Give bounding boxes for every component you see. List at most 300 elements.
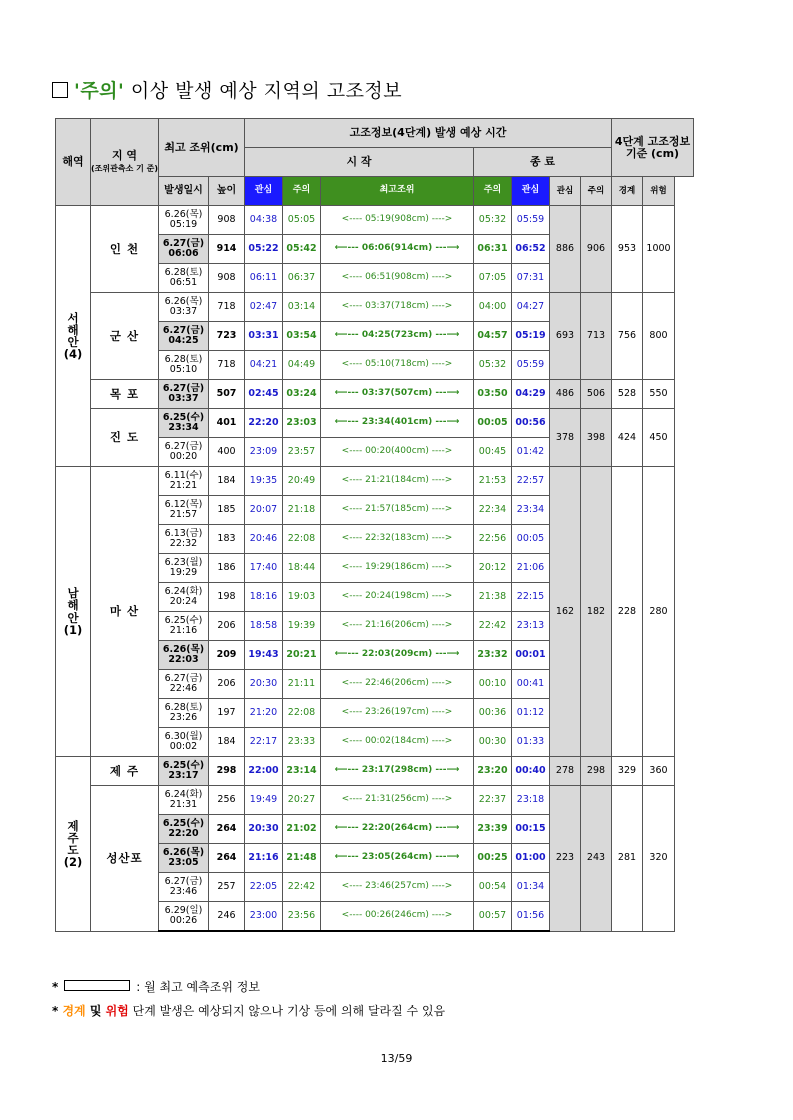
end-juui: 00:45 [474, 438, 512, 467]
arrow-right-icon: ----> [428, 446, 453, 457]
page-title [52, 76, 402, 103]
criteria-juui: 243 [581, 786, 612, 932]
criteria-juui: 506 [581, 380, 612, 409]
start-kwansim: 23:09 [245, 438, 283, 467]
arrow-left-icon: <---- [341, 591, 366, 602]
criteria-kwansim: 486 [550, 380, 581, 409]
occur-date: 6.28(토) [164, 702, 203, 714]
end-kwansim: 00:05 [512, 525, 550, 554]
arrow-left-icon: <---- [341, 910, 366, 921]
header-end: 종 료 [474, 148, 612, 177]
height-cell: 206 [209, 612, 245, 641]
arrow-right-icon: ---⟶ [432, 852, 460, 863]
occur-time: 22:03 [168, 654, 199, 665]
start-juui: 23:14 [283, 757, 321, 786]
end-juui: 22:34 [474, 496, 512, 525]
end-juui: 04:00 [474, 293, 512, 322]
start-juui: 23:56 [283, 902, 321, 932]
arrow-left-icon: <---- [341, 504, 366, 515]
occur-time: 23:46 [169, 886, 198, 897]
sea-char: 해 [67, 598, 79, 613]
arrow-left-icon: ⟵--- [334, 852, 362, 863]
start-kwansim: 04:21 [245, 351, 283, 380]
occur-time: 21:21 [169, 480, 198, 491]
occur-date: 6.27(금) [164, 673, 203, 685]
start-kwansim: 20:30 [245, 670, 283, 699]
arrow-right-icon: ---⟶ [432, 243, 460, 254]
end-kwansim: 05:59 [512, 206, 550, 235]
header-criteria: 4단계 고조정보 기준 (cm) [612, 119, 694, 177]
occur-time: 03:37 [168, 393, 199, 404]
occur-datetime [159, 670, 209, 699]
end-juui: 20:12 [474, 554, 512, 583]
criteria-wiheom: 800 [643, 293, 675, 380]
arrow-left-icon: <---- [341, 272, 366, 283]
end-kwansim: 01:12 [512, 699, 550, 728]
occur-date: 6.23(월) [164, 557, 203, 569]
criteria-kyeonggye: 329 [612, 757, 643, 786]
start-kwansim: 20:46 [245, 525, 283, 554]
arrow-left-icon: ⟵--- [334, 243, 362, 254]
end-kwansim: 00:40 [512, 757, 550, 786]
sea-char: 해 [67, 322, 79, 337]
start-juui: 20:49 [283, 467, 321, 496]
arrow-right-icon: ----> [428, 475, 453, 486]
table-row [56, 786, 694, 815]
end-kwansim: 04:29 [512, 380, 550, 409]
arrow-right-icon: ---⟶ [432, 417, 460, 428]
criteria-kwansim: 693 [550, 293, 581, 380]
header-crit-kyeonggye: 경계 [612, 177, 643, 206]
arrow-right-icon: ---⟶ [432, 765, 460, 776]
occur-date: 6.27(금) [164, 441, 203, 453]
arrow-left-icon: <---- [341, 446, 366, 457]
height-cell: 184 [209, 467, 245, 496]
start-kwansim: 18:16 [245, 583, 283, 612]
start-kwansim: 04:38 [245, 206, 283, 235]
header-crit-wiheom: 위험 [643, 177, 675, 206]
title-highlight: '주의' [74, 80, 125, 102]
start-kwansim: 20:07 [245, 496, 283, 525]
sea-char: 주 [67, 830, 79, 845]
criteria-juui: 906 [581, 206, 612, 293]
sea-cell [56, 467, 91, 757]
arrow-right-icon: ----> [428, 794, 453, 805]
occur-time: 21:57 [169, 509, 198, 520]
header-start: 시 작 [245, 148, 474, 177]
height-cell: 908 [209, 264, 245, 293]
criteria-kwansim: 162 [550, 467, 581, 757]
occur-date: 6.26(목) [164, 209, 203, 221]
start-juui: 03:54 [283, 322, 321, 351]
criteria-kyeonggye: 756 [612, 293, 643, 380]
criteria-kwansim: 223 [550, 786, 581, 932]
sea-char: (4) [63, 347, 83, 362]
criteria-kwansim: 278 [550, 757, 581, 786]
occur-time: 00:26 [169, 915, 198, 926]
table-row [56, 293, 694, 322]
arrow-left-icon: <---- [341, 533, 366, 544]
height-cell: 718 [209, 351, 245, 380]
occur-date: 6.12(목) [164, 499, 203, 511]
arrow-right-icon: ----> [428, 504, 453, 515]
arrow-left-icon: <---- [341, 881, 366, 892]
end-kwansim: 23:18 [512, 786, 550, 815]
start-kwansim: 03:31 [245, 322, 283, 351]
start-kwansim: 02:45 [245, 380, 283, 409]
occur-time: 23:34 [168, 422, 199, 433]
max-tide-cell: <---- 06:51(908cm) ----> [321, 264, 474, 293]
region-name: 마 산 [91, 467, 159, 757]
header-occur-datetime: 발생일시 [159, 177, 209, 206]
arrow-left-icon: <---- [341, 475, 366, 486]
height-cell: 298 [209, 757, 245, 786]
arrow-left-icon: ⟵--- [334, 649, 362, 660]
end-juui: 23:32 [474, 641, 512, 670]
table-row [56, 206, 694, 235]
max-tide-cell: <---- 20:24(198cm) ----> [321, 583, 474, 612]
criteria-juui: 713 [581, 293, 612, 380]
arrow-left-icon: ⟵--- [334, 417, 362, 428]
max-tide-cell: ⟵--- 03:37(507cm) ---⟶ [321, 380, 474, 409]
arrow-right-icon: ----> [428, 678, 453, 689]
max-tide-cell: <---- 23:26(197cm) ----> [321, 699, 474, 728]
end-juui: 23:39 [474, 815, 512, 844]
header-max-tide-col: 최고조위 [321, 177, 474, 206]
start-juui: 21:11 [283, 670, 321, 699]
start-juui: 06:37 [283, 264, 321, 293]
sea-char: 서 [67, 310, 79, 325]
start-juui: 23:33 [283, 728, 321, 757]
end-juui: 21:38 [474, 583, 512, 612]
start-juui: 19:03 [283, 583, 321, 612]
sea-char: (1) [63, 622, 83, 637]
header-end-kwansim: 관심 [512, 177, 550, 206]
end-kwansim: 22:57 [512, 467, 550, 496]
arrow-right-icon: ----> [428, 272, 453, 283]
height-cell: 186 [209, 554, 245, 583]
occur-date: 6.30(월) [164, 731, 203, 743]
start-juui: 04:49 [283, 351, 321, 380]
occur-time: 06:51 [169, 277, 198, 288]
start-juui: 20:27 [283, 786, 321, 815]
occur-datetime [159, 438, 209, 467]
end-juui: 00:57 [474, 902, 512, 932]
end-juui: 00:25 [474, 844, 512, 873]
end-juui: 22:42 [474, 612, 512, 641]
arrow-left-icon: <---- [341, 620, 366, 631]
occur-date: 6.25(수) [162, 412, 205, 424]
end-kwansim: 01:34 [512, 873, 550, 902]
end-kwansim: 00:15 [512, 815, 550, 844]
arrow-left-icon: <---- [341, 562, 366, 573]
end-kwansim: 01:56 [512, 902, 550, 932]
max-tide-cell: <---- 21:16(206cm) ----> [321, 612, 474, 641]
end-kwansim: 07:31 [512, 264, 550, 293]
occur-datetime [159, 235, 209, 264]
title-text: 이상 발생 예상 지역의 고조정보 [124, 80, 403, 102]
occur-datetime [159, 728, 209, 757]
start-juui: 05:05 [283, 206, 321, 235]
occur-datetime [159, 467, 209, 496]
end-kwansim: 00:01 [512, 641, 550, 670]
end-kwansim: 06:52 [512, 235, 550, 264]
page-number: 13/59 [380, 1052, 413, 1065]
height-cell: 197 [209, 699, 245, 728]
start-kwansim: 21:16 [245, 844, 283, 873]
max-tide-cell: ⟵--- 04:25(723cm) ---⟶ [321, 322, 474, 351]
start-kwansim: 20:30 [245, 815, 283, 844]
start-juui: 20:21 [283, 641, 321, 670]
occur-datetime [159, 525, 209, 554]
arrow-left-icon: <---- [341, 678, 366, 689]
arrow-right-icon: ----> [428, 591, 453, 602]
max-tide-cell: <---- 21:31(256cm) ----> [321, 786, 474, 815]
arrow-left-icon: ⟵--- [334, 388, 362, 399]
end-juui: 05:32 [474, 351, 512, 380]
occur-date: 6.11(수) [164, 470, 203, 482]
height-cell: 507 [209, 380, 245, 409]
end-kwansim: 22:15 [512, 583, 550, 612]
end-juui: 05:32 [474, 206, 512, 235]
criteria-wiheom: 280 [643, 467, 675, 757]
arrow-right-icon: ----> [428, 533, 453, 544]
occur-time: 22:20 [168, 828, 199, 839]
occur-date: 6.25(수) [162, 760, 205, 772]
max-tide-cell: <---- 05:19(908cm) ----> [321, 206, 474, 235]
occur-date: 6.25(수) [162, 818, 205, 830]
arrow-left-icon: <---- [341, 214, 366, 225]
sea-cell [56, 757, 91, 932]
checkbox-square-icon [52, 82, 68, 98]
table-row [56, 757, 694, 786]
occur-datetime [159, 293, 209, 322]
end-juui: 23:20 [474, 757, 512, 786]
occur-time: 05:10 [169, 364, 198, 375]
max-tide-cell: ⟵--- 22:20(264cm) ---⟶ [321, 815, 474, 844]
start-juui: 18:44 [283, 554, 321, 583]
start-juui: 21:48 [283, 844, 321, 873]
occur-datetime [159, 902, 209, 932]
height-cell: 183 [209, 525, 245, 554]
max-tide-cell: ⟵--- 23:34(401cm) ---⟶ [321, 409, 474, 438]
occur-time: 23:26 [169, 712, 198, 723]
occur-date: 6.27(금) [162, 325, 205, 337]
table-row [56, 467, 694, 496]
start-kwansim: 23:00 [245, 902, 283, 932]
occur-datetime [159, 873, 209, 902]
occur-time: 06:06 [168, 248, 199, 259]
end-juui: 00:10 [474, 670, 512, 699]
start-kwansim: 05:22 [245, 235, 283, 264]
sea-char: 제 [67, 818, 79, 833]
height-cell: 185 [209, 496, 245, 525]
occur-date: 6.27(금) [162, 383, 205, 395]
criteria-kwansim: 378 [550, 409, 581, 467]
header-height: 높이 [209, 177, 245, 206]
occur-date: 6.26(목) [164, 296, 203, 308]
start-kwansim: 22:00 [245, 757, 283, 786]
header-start-kwansim: 관심 [245, 177, 283, 206]
start-juui: 03:24 [283, 380, 321, 409]
occur-date: 6.25(수) [164, 615, 203, 627]
end-juui: 06:31 [474, 235, 512, 264]
max-tide-cell: <---- 00:20(400cm) ----> [321, 438, 474, 467]
arrow-right-icon: ---⟶ [432, 388, 460, 399]
occur-date: 6.13(금) [164, 528, 203, 540]
start-juui: 03:14 [283, 293, 321, 322]
occur-date: 6.24(화) [164, 586, 203, 598]
occur-datetime [159, 409, 209, 438]
start-kwansim: 19:35 [245, 467, 283, 496]
start-juui: 05:42 [283, 235, 321, 264]
end-kwansim: 00:41 [512, 670, 550, 699]
height-cell: 914 [209, 235, 245, 264]
end-juui: 00:54 [474, 873, 512, 902]
max-tide-cell: <---- 22:46(206cm) ----> [321, 670, 474, 699]
end-kwansim: 21:06 [512, 554, 550, 583]
legend-box [64, 980, 130, 991]
arrow-left-icon: <---- [341, 301, 366, 312]
end-juui: 03:50 [474, 380, 512, 409]
max-tide-cell: ⟵--- 23:05(264cm) ---⟶ [321, 844, 474, 873]
end-juui: 00:05 [474, 409, 512, 438]
criteria-kwansim: 886 [550, 206, 581, 293]
start-kwansim: 06:11 [245, 264, 283, 293]
occur-datetime [159, 757, 209, 786]
sea-char: (2) [63, 854, 83, 869]
occur-time: 21:31 [169, 799, 198, 810]
header-region: 지 역 (조위관측소 기 준) [91, 119, 159, 206]
end-kwansim: 05:19 [512, 322, 550, 351]
region-name: 성산포 [91, 786, 159, 932]
arrow-right-icon: ---⟶ [432, 330, 460, 341]
height-cell: 209 [209, 641, 245, 670]
criteria-wiheom: 360 [643, 757, 675, 786]
arrow-right-icon: ----> [428, 562, 453, 573]
occur-datetime [159, 496, 209, 525]
occur-time: 22:46 [169, 683, 198, 694]
start-juui: 23:57 [283, 438, 321, 467]
height-cell: 264 [209, 815, 245, 844]
occur-date: 6.29(일) [164, 905, 203, 917]
arrow-left-icon: ⟵--- [334, 823, 362, 834]
arrow-left-icon: ⟵--- [334, 765, 362, 776]
criteria-kyeonggye: 953 [612, 206, 643, 293]
occur-datetime [159, 583, 209, 612]
height-cell: 264 [209, 844, 245, 873]
max-tide-cell: ⟵--- 23:17(298cm) ---⟶ [321, 757, 474, 786]
region-name: 군 산 [91, 293, 159, 380]
arrow-right-icon: ---⟶ [432, 649, 460, 660]
max-tide-cell: <---- 23:46(257cm) ----> [321, 873, 474, 902]
end-juui: 22:56 [474, 525, 512, 554]
arrow-right-icon: ----> [428, 620, 453, 631]
sea-cell [56, 206, 91, 467]
max-tide-cell: <---- 03:37(718cm) ----> [321, 293, 474, 322]
occur-datetime [159, 264, 209, 293]
occur-datetime [159, 844, 209, 873]
max-tide-cell: <---- 21:57(185cm) ----> [321, 496, 474, 525]
height-cell: 198 [209, 583, 245, 612]
sea-char: 남 [67, 586, 79, 601]
header-max-tide: 최고 조위(cm) [159, 119, 245, 177]
table-row [56, 409, 694, 438]
arrow-right-icon: ----> [428, 214, 453, 225]
legend-note: * : 월 최고 예측조위 정보 [52, 980, 260, 994]
criteria-wiheom: 1000 [643, 206, 675, 293]
height-cell: 206 [209, 670, 245, 699]
header-alert-time: 고조정보(4단계) 발생 예상 시간 [245, 119, 612, 148]
criteria-kyeonggye: 424 [612, 409, 643, 467]
occur-datetime [159, 322, 209, 351]
criteria-juui: 182 [581, 467, 612, 757]
start-kwansim: 18:58 [245, 612, 283, 641]
warning-note: * 경계 및 위험 단계 발생은 예상되지 않으나 기상 등에 의해 달라질 수 있음 [52, 1004, 446, 1018]
region-name: 목 포 [91, 380, 159, 409]
start-kwansim: 22:20 [245, 409, 283, 438]
end-kwansim: 01:42 [512, 438, 550, 467]
region-name: 제 주 [91, 757, 159, 786]
end-juui: 21:53 [474, 467, 512, 496]
occur-datetime [159, 641, 209, 670]
start-juui: 21:02 [283, 815, 321, 844]
height-cell: 256 [209, 786, 245, 815]
occur-datetime [159, 612, 209, 641]
criteria-wiheom: 320 [643, 786, 675, 932]
occur-time: 23:17 [168, 770, 199, 781]
sea-char: 안 [67, 610, 79, 625]
arrow-left-icon: ⟵--- [334, 330, 362, 341]
height-cell: 400 [209, 438, 245, 467]
start-juui: 22:42 [283, 873, 321, 902]
end-kwansim: 04:27 [512, 293, 550, 322]
region-name: 진 도 [91, 409, 159, 467]
criteria-wiheom: 450 [643, 409, 675, 467]
occur-time: 23:05 [168, 857, 199, 868]
max-tide-cell: <---- 05:10(718cm) ----> [321, 351, 474, 380]
end-juui: 07:05 [474, 264, 512, 293]
start-kwansim: 22:05 [245, 873, 283, 902]
criteria-kyeonggye: 228 [612, 467, 643, 757]
arrow-right-icon: ----> [428, 736, 453, 747]
occur-time: 05:19 [169, 219, 198, 230]
height-cell: 723 [209, 322, 245, 351]
occur-datetime [159, 206, 209, 235]
occur-datetime [159, 815, 209, 844]
start-juui: 23:03 [283, 409, 321, 438]
region-name: 인 천 [91, 206, 159, 293]
occur-date: 6.28(토) [164, 267, 203, 279]
arrow-right-icon: ----> [428, 301, 453, 312]
arrow-right-icon: ----> [428, 359, 453, 370]
table-row [56, 380, 694, 409]
arrow-right-icon: ----> [428, 910, 453, 921]
start-juui: 22:08 [283, 525, 321, 554]
end-kwansim: 01:33 [512, 728, 550, 757]
occur-datetime [159, 380, 209, 409]
max-tide-cell: <---- 00:02(184cm) ----> [321, 728, 474, 757]
occur-time: 19:29 [169, 567, 198, 578]
criteria-juui: 298 [581, 757, 612, 786]
end-kwansim: 05:59 [512, 351, 550, 380]
tide-table [55, 118, 694, 932]
header-crit-juui: 주의 [581, 177, 612, 206]
height-cell: 401 [209, 409, 245, 438]
max-tide-cell: ⟵--- 06:06(914cm) ---⟶ [321, 235, 474, 264]
occur-time: 22:32 [169, 538, 198, 549]
arrow-left-icon: <---- [341, 736, 366, 747]
